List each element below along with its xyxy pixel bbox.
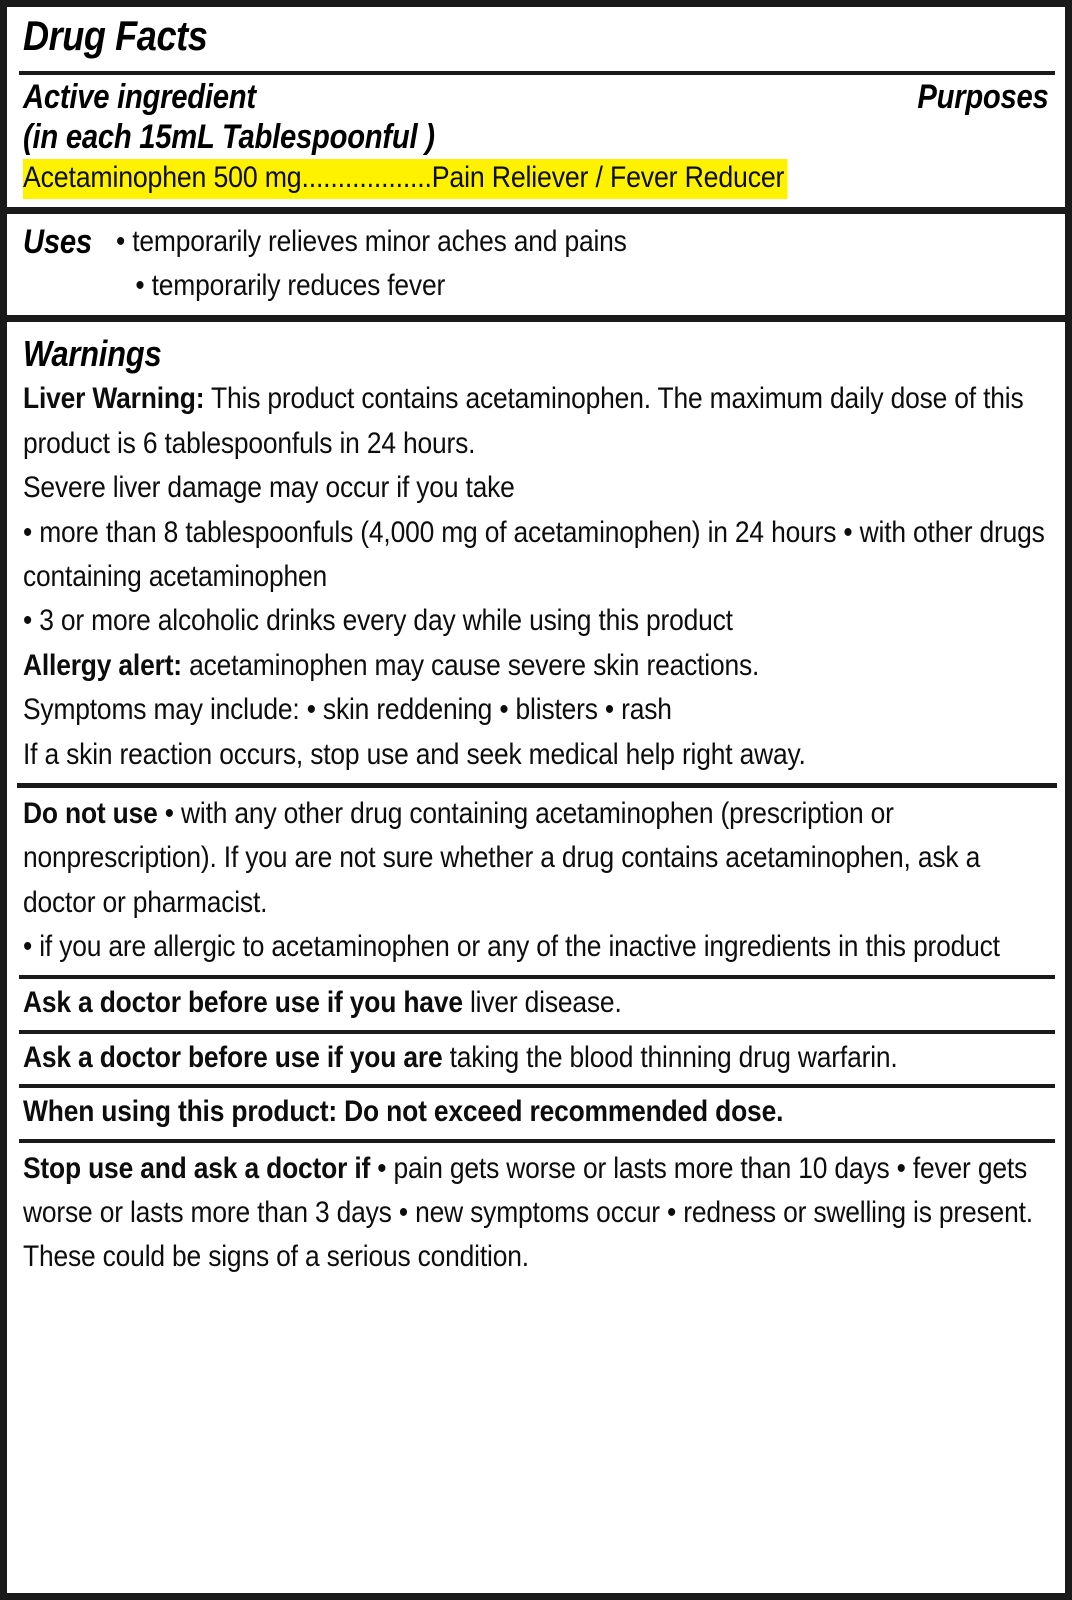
severe-damage-bullets: • more than 8 tablespoonfuls (4,000 mg of acetaminophen) in 24 hours • with other drugs containing acetaminophen (23, 515, 1045, 593)
active-ingredient-header-row (7, 75, 1065, 157)
when-using-section (7, 1088, 1065, 1138)
ask-doctor-are-section (7, 1034, 1065, 1084)
ask-doctor-are-text: taking the blood thinning drug warfarin. (442, 1040, 898, 1074)
bottom-spacer (7, 1286, 1065, 1593)
stop-use-label: Stop use and ask a doctor if (23, 1151, 371, 1185)
do-not-use-section (7, 788, 1065, 976)
stop-use-body (23, 1147, 1051, 1280)
stop-use-text: • pain gets worse or lasts more than 10 days • fever gets worse or lasts more than 3 days • new symptoms occur • redness or swelling is present. (23, 1151, 1033, 1230)
ask-doctor-have-body (23, 981, 1051, 1025)
uses-section (7, 214, 1065, 315)
active-ingredient-headings (23, 77, 502, 157)
stop-use-paragraph (23, 1147, 1051, 1236)
do-not-use-label: Do not use (23, 796, 158, 830)
ask-doctor-are-label: Ask a doctor before use if you are (23, 1040, 443, 1074)
when-using-text: When using this product: Do not exceed recommended dose. (23, 1095, 784, 1129)
active-ingredient-subheading: (in each 15mL Tablespoonful ) (23, 118, 435, 157)
liver-warning-text: This product contains acetaminophen. The maximum daily dose of this product is 6 tablespoonfuls in 24 hours. (23, 382, 1024, 460)
ask-doctor-have-section (7, 979, 1065, 1029)
uses-heading: Uses (23, 223, 92, 262)
list-item: • temporarily reduces fever (135, 268, 446, 302)
allergy-alert-label: Allergy alert: (23, 648, 182, 682)
do-not-use-body (23, 792, 1051, 970)
when-using-body (23, 1090, 1051, 1134)
liver-warning-label: Liver Warning: (23, 382, 205, 416)
allergy-symptoms-text: Symptoms may include: • skin reddening • blisters • rash (23, 693, 672, 727)
ask-doctor-are-paragraph (23, 1036, 1051, 1080)
section-rule-after-uses (7, 315, 1065, 322)
warnings-body (23, 377, 1051, 777)
stop-use-section (7, 1143, 1065, 1286)
allergy-alert-paragraph (23, 644, 1051, 688)
list-item: • temporarily relieves minor aches and pains (116, 225, 627, 259)
ask-doctor-have-paragraph (23, 981, 1051, 1025)
purposes-heading: Purposes (917, 78, 1049, 116)
do-not-use-bullet-2: • if you are allergic to acetaminophen or any of the inactive ingredients in this product (23, 930, 1000, 964)
when-using-paragraph (23, 1090, 1051, 1134)
stop-use-closing: These could be signs of a serious condition. (23, 1240, 529, 1274)
drug-facts-title-block (7, 7, 1065, 57)
alcohol-bullet: • 3 or more alcoholic drinks every day while using this product (23, 604, 733, 638)
active-ingredient-heading: Active ingredient (23, 78, 256, 116)
active-ingredient-line-highlighted: Acetaminophen 500 mg..................Pain Reliever / Fever Reducer (23, 159, 788, 199)
do-not-use-text: • with any other drug containing acetaminophen (prescription or nonprescription). If you are not sure whether a drug contains acetaminophen, ask a doctor or pharmacist. (23, 796, 981, 919)
ask-doctor-are-body (23, 1036, 1051, 1080)
do-not-use-paragraph (23, 792, 1051, 925)
allergy-alert-text: acetaminophen may cause severe skin reactions. (181, 648, 760, 682)
liver-warning-paragraph (23, 377, 1051, 466)
section-rule-after-active-ingredient (7, 207, 1065, 214)
ask-doctor-have-text: liver disease. (462, 986, 622, 1020)
severe-damage-intro: Severe liver damage may occur if you take (23, 471, 515, 505)
ask-doctor-have-label: Ask a doctor before use if you have (23, 986, 463, 1020)
page-title: Drug Facts (23, 12, 208, 59)
uses-list (109, 220, 627, 307)
warnings-section (7, 322, 1065, 783)
warnings-heading: Warnings (23, 333, 162, 375)
skin-reaction-text: If a skin reaction occurs, stop use and seek medical help right away. (23, 737, 806, 771)
